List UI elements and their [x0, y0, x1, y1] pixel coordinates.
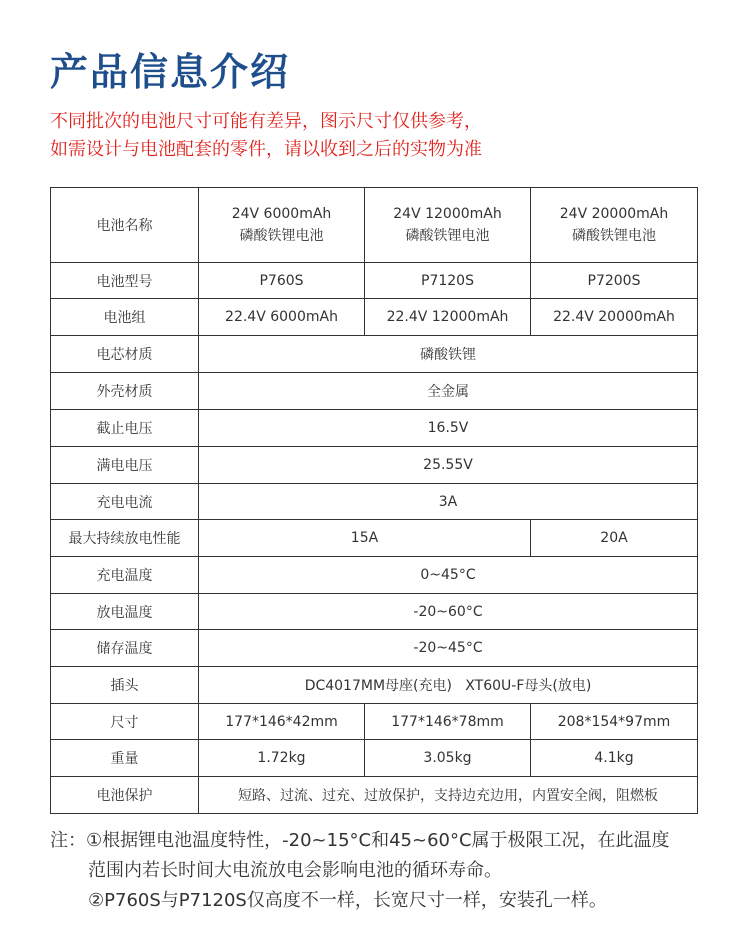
row-label: 截止电压: [51, 410, 199, 447]
table-cell: 16.5V: [199, 410, 698, 447]
table-row: [51, 373, 698, 410]
cell-name-p7200s: [531, 188, 698, 263]
row-label: 外壳材质: [51, 373, 199, 410]
row-label: 电池名称: [51, 188, 199, 263]
cell-name-p7120s: [365, 188, 531, 263]
row-label: 电池保护: [51, 777, 199, 814]
table-cell: 15A: [199, 520, 531, 557]
table-cell: 磷酸铁锂: [199, 336, 698, 373]
table-row: [51, 667, 698, 704]
cell-text: 24V 20000mAh: [559, 206, 669, 222]
table-cell: 25.55V: [199, 447, 698, 484]
table-row: [51, 520, 698, 557]
table-cell: P7120S: [365, 263, 531, 299]
table-row: [51, 299, 698, 336]
row-label: 尺寸: [51, 704, 199, 740]
page-title: 产品信息介绍: [50, 50, 291, 94]
table-cell: 22.4V 6000mAh: [199, 299, 365, 336]
table-cell: P760S: [199, 263, 365, 299]
table-cell: P7200S: [531, 263, 698, 299]
row-label: 满电电压: [51, 447, 199, 484]
cell-text: 磷酸铁锂电池: [405, 228, 490, 244]
table-cell: 4.1kg: [531, 740, 698, 777]
row-label: 插头: [51, 667, 199, 704]
disclaimer-line-1: 不同批次的电池尺寸可能有差异，图示尺寸仅供参考，: [50, 111, 482, 132]
table-cell: 177*146*42mm: [199, 704, 365, 740]
row-label: 储存温度: [51, 630, 199, 667]
table-cell: -20~60°C: [199, 594, 698, 630]
cell-text: 24V 12000mAh: [393, 206, 502, 222]
table-row: [51, 630, 698, 667]
row-label: 电池型号: [51, 263, 199, 299]
table-row: [51, 447, 698, 484]
table-cell: 0~45°C: [199, 557, 698, 594]
cell-name-p760s: [199, 188, 365, 263]
row-label: 最大持续放电性能: [51, 520, 199, 557]
row-label: 充电电流: [51, 484, 199, 520]
table-cell: 全金属: [199, 373, 698, 410]
table-row: [51, 263, 698, 299]
spec-table: [50, 187, 698, 814]
row-label: 充电温度: [51, 557, 199, 594]
notes: [50, 826, 730, 916]
table-cell: 208*154*97mm: [531, 704, 698, 740]
disclaimer-line-2: 如需设计与电池配套的零件，请以收到之后的实物为准: [50, 139, 482, 160]
table-cell: 177*146*78mm: [365, 704, 531, 740]
table-cell: DC4017MM母座(充电) XT60U-F母头(放电): [199, 667, 698, 704]
disclaimer: [50, 108, 482, 164]
table-row: [51, 740, 698, 777]
table-row: [51, 594, 698, 630]
table-cell: 短路、过流、过充、过放保护，支持边充边用，内置安全阀，阻燃板: [199, 777, 698, 814]
table-row: [51, 704, 698, 740]
cell-text: 磷酸铁锂电池: [572, 228, 656, 244]
cell-text: 24V 6000mAh: [231, 206, 332, 222]
table-row: [51, 188, 698, 263]
table-cell: 22.4V 12000mAh: [365, 299, 531, 336]
table-row: [51, 410, 698, 447]
table-row: [51, 777, 698, 814]
table-cell: 3A: [199, 484, 698, 520]
row-label: 放电温度: [51, 594, 199, 630]
table-row: [51, 557, 698, 594]
note-line-2: 范围内若长时间大电流放电会影响电池的循环寿命。: [88, 860, 502, 881]
table-cell: 20A: [531, 520, 698, 557]
note-line-3: ②P760S与P7120S仅高度不一样，长宽尺寸一样，安装孔一样。: [88, 890, 607, 911]
table-cell: -20~45°C: [199, 630, 698, 667]
table-cell: 3.05kg: [365, 740, 531, 777]
table-row: [51, 336, 698, 373]
table-cell: 22.4V 20000mAh: [531, 299, 698, 336]
table-cell: 1.72kg: [199, 740, 365, 777]
row-label: 电池组: [51, 299, 199, 336]
row-label: 电芯材质: [51, 336, 199, 373]
cell-text: 磷酸铁锂电池: [239, 228, 324, 244]
row-label: 重量: [51, 740, 199, 777]
table-row: [51, 484, 698, 520]
note-line-1: 注：①根据锂电池温度特性，-20~15°C和45~60°C属于极限工况，在此温度: [50, 830, 670, 851]
